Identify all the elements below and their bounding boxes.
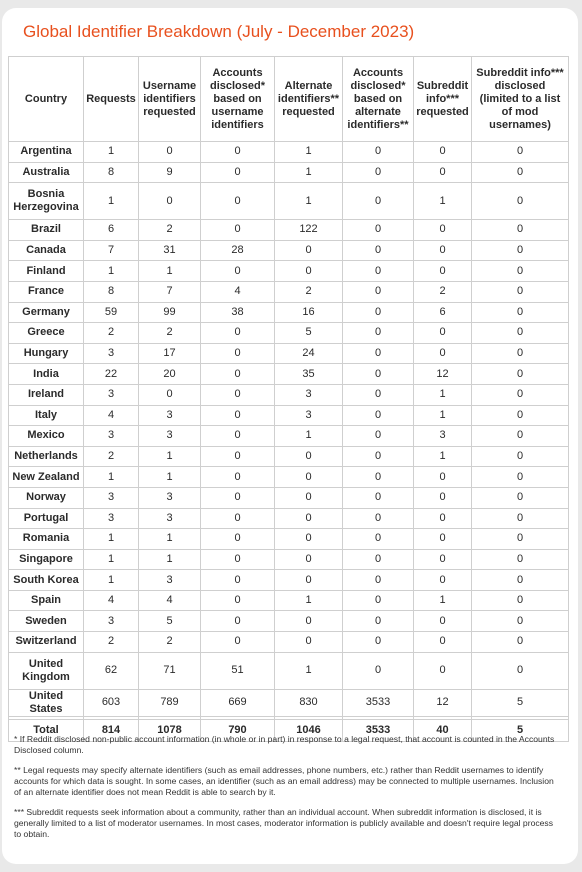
value-cell: 1046 <box>275 719 343 741</box>
value-cell: 790 <box>201 719 275 741</box>
table-row <box>9 405 569 426</box>
value-cell: 2 <box>139 632 201 653</box>
value-cell: 0 <box>472 343 569 364</box>
value-cell: 0 <box>414 261 472 282</box>
value-cell: 16 <box>275 302 343 323</box>
value-cell: 0 <box>414 611 472 632</box>
value-cell: 0 <box>343 302 414 323</box>
value-cell: 1 <box>275 162 343 183</box>
value-cell: 2 <box>84 323 139 344</box>
value-cell: 0 <box>472 529 569 550</box>
header-subreddit-requested: Subreddit info*** requested <box>414 57 472 142</box>
value-cell: 0 <box>201 467 275 488</box>
country-cell: Finland <box>9 261 84 282</box>
table-row <box>9 467 569 488</box>
table-row <box>9 364 569 385</box>
value-cell: 1 <box>414 384 472 405</box>
table-row <box>9 446 569 467</box>
value-cell: 1 <box>84 183 139 220</box>
value-cell: 0 <box>343 467 414 488</box>
value-cell: 814 <box>84 719 139 741</box>
country-cell: Netherlands <box>9 446 84 467</box>
footnote-accounts-disclosed: * If Reddit disclosed non-public account information (in whole or in part) in response to a legal request, that account is counted in the Accounts Disclosed column. <box>14 734 555 755</box>
value-cell: 7 <box>139 281 201 302</box>
value-cell: 0 <box>343 590 414 611</box>
value-cell: 31 <box>139 240 201 261</box>
value-cell: 0 <box>201 405 275 426</box>
country-cell: South Korea <box>9 570 84 591</box>
value-cell: 0 <box>472 240 569 261</box>
value-cell: 0 <box>275 508 343 529</box>
header-accounts-disclosed-username: Accounts disclosed* based on username identifiers <box>201 57 275 142</box>
value-cell: 0 <box>472 323 569 344</box>
value-cell: 0 <box>343 652 414 689</box>
value-cell: 35 <box>275 364 343 385</box>
value-cell: 4 <box>139 590 201 611</box>
value-cell: 0 <box>201 570 275 591</box>
value-cell: 1 <box>414 590 472 611</box>
country-cell: Total <box>9 719 84 741</box>
value-cell: 0 <box>343 343 414 364</box>
table-row <box>9 549 569 570</box>
country-cell: Singapore <box>9 549 84 570</box>
value-cell: 0 <box>343 261 414 282</box>
value-cell: 0 <box>414 142 472 163</box>
value-cell: 0 <box>201 183 275 220</box>
country-cell: Greece <box>9 323 84 344</box>
value-cell: 0 <box>201 220 275 241</box>
value-cell: 0 <box>343 487 414 508</box>
value-cell: 4 <box>84 590 139 611</box>
value-cell: 0 <box>414 240 472 261</box>
value-cell: 0 <box>414 508 472 529</box>
value-cell: 0 <box>343 529 414 550</box>
value-cell: 2 <box>139 323 201 344</box>
value-cell: 3 <box>84 426 139 447</box>
value-cell: 0 <box>343 405 414 426</box>
value-cell: 0 <box>343 611 414 632</box>
country-cell: Argentina <box>9 142 84 163</box>
value-cell: 7 <box>84 240 139 261</box>
value-cell: 3 <box>139 508 201 529</box>
value-cell: 0 <box>201 590 275 611</box>
value-cell: 9 <box>139 162 201 183</box>
country-cell: Bosnia Herzegovina <box>9 183 84 220</box>
header-accounts-disclosed-alternate: Accounts disclosed* based on alternate identifiers** <box>343 57 414 142</box>
value-cell: 0 <box>414 467 472 488</box>
value-cell: 0 <box>275 240 343 261</box>
table-row <box>9 689 569 716</box>
value-cell: 0 <box>275 467 343 488</box>
country-cell: India <box>9 364 84 385</box>
value-cell: 789 <box>139 689 201 716</box>
value-cell: 1 <box>139 467 201 488</box>
value-cell: 3 <box>84 487 139 508</box>
table-row <box>9 652 569 689</box>
value-cell: 0 <box>201 426 275 447</box>
value-cell: 0 <box>472 652 569 689</box>
country-cell: United States <box>9 689 84 716</box>
value-cell: 4 <box>84 405 139 426</box>
table-row <box>9 240 569 261</box>
value-cell: 0 <box>472 142 569 163</box>
value-cell: 28 <box>201 240 275 261</box>
value-cell: 0 <box>472 302 569 323</box>
value-cell: 0 <box>201 162 275 183</box>
country-cell: Spain <box>9 590 84 611</box>
value-cell: 0 <box>343 240 414 261</box>
table-row <box>9 590 569 611</box>
country-cell: Sweden <box>9 611 84 632</box>
value-cell: 1 <box>275 590 343 611</box>
value-cell: 0 <box>414 652 472 689</box>
value-cell: 0 <box>343 570 414 591</box>
country-cell: Brazil <box>9 220 84 241</box>
value-cell: 0 <box>414 323 472 344</box>
value-cell: 6 <box>414 302 472 323</box>
table-row <box>9 570 569 591</box>
value-cell: 0 <box>472 590 569 611</box>
footnotes <box>14 734 562 849</box>
value-cell: 0 <box>343 183 414 220</box>
country-cell: Mexico <box>9 426 84 447</box>
value-cell: 0 <box>472 261 569 282</box>
value-cell: 603 <box>84 689 139 716</box>
value-cell: 3 <box>414 426 472 447</box>
table-row <box>9 261 569 282</box>
value-cell: 1 <box>84 261 139 282</box>
value-cell: 0 <box>343 632 414 653</box>
table-row <box>9 426 569 447</box>
value-cell: 1 <box>275 426 343 447</box>
country-cell: France <box>9 281 84 302</box>
value-cell: 1 <box>414 446 472 467</box>
header-subreddit-disclosed: Subreddit info*** disclosed (limited to a list of mod usernames) <box>472 57 569 142</box>
value-cell: 0 <box>472 183 569 220</box>
report-card <box>2 8 578 864</box>
value-cell: 0 <box>201 142 275 163</box>
header-username-identifiers: Username identifiers requested <box>139 57 201 142</box>
value-cell: 3 <box>139 426 201 447</box>
value-cell: 0 <box>343 446 414 467</box>
country-cell: United Kingdom <box>9 652 84 689</box>
value-cell: 2 <box>84 446 139 467</box>
country-cell: Hungary <box>9 343 84 364</box>
value-cell: 122 <box>275 220 343 241</box>
header-alternate-identifiers: Alternate identifiers** requested <box>275 57 343 142</box>
value-cell: 0 <box>139 384 201 405</box>
value-cell: 0 <box>201 261 275 282</box>
country-cell: New Zealand <box>9 467 84 488</box>
value-cell: 8 <box>84 281 139 302</box>
value-cell: 0 <box>414 343 472 364</box>
value-cell: 0 <box>275 549 343 570</box>
value-cell: 0 <box>201 384 275 405</box>
value-cell: 5 <box>275 323 343 344</box>
value-cell: 51 <box>201 652 275 689</box>
table-row <box>9 220 569 241</box>
value-cell: 20 <box>139 364 201 385</box>
value-cell: 6 <box>84 220 139 241</box>
value-cell: 8 <box>84 162 139 183</box>
value-cell: 1 <box>139 549 201 570</box>
table-row <box>9 508 569 529</box>
value-cell: 0 <box>275 570 343 591</box>
value-cell: 0 <box>201 611 275 632</box>
value-cell: 0 <box>472 549 569 570</box>
table-row <box>9 611 569 632</box>
value-cell: 3 <box>84 508 139 529</box>
table-row <box>9 529 569 550</box>
value-cell: 1 <box>139 446 201 467</box>
table-header-row <box>9 57 569 142</box>
country-cell: Australia <box>9 162 84 183</box>
table-body <box>9 142 569 742</box>
value-cell: 0 <box>343 549 414 570</box>
value-cell: 0 <box>275 487 343 508</box>
value-cell: 830 <box>275 689 343 716</box>
value-cell: 0 <box>343 142 414 163</box>
table-row <box>9 632 569 653</box>
value-cell: 5 <box>139 611 201 632</box>
value-cell: 0 <box>201 446 275 467</box>
value-cell: 3 <box>84 611 139 632</box>
value-cell: 0 <box>472 364 569 385</box>
value-cell: 0 <box>472 467 569 488</box>
value-cell: 1 <box>275 142 343 163</box>
value-cell: 5 <box>472 689 569 716</box>
value-cell: 0 <box>139 183 201 220</box>
country-cell: Ireland <box>9 384 84 405</box>
footnote-subreddit-info: *** Subreddit requests seek information about a community, rather than an individual account. When subreddit information is disclosed, it is generally limited to a list of moderator usernames. In most cases, moderator information is publicly available and doesn't require legal process to obtain. <box>14 807 554 839</box>
page-title: Global Identifier Breakdown (July - December 2023) <box>23 22 415 41</box>
value-cell: 0 <box>414 487 472 508</box>
value-cell: 0 <box>343 426 414 447</box>
header-country: Country <box>9 57 84 142</box>
value-cell: 3 <box>84 384 139 405</box>
value-cell: 0 <box>472 281 569 302</box>
value-cell: 0 <box>414 220 472 241</box>
country-cell: Italy <box>9 405 84 426</box>
value-cell: 0 <box>472 611 569 632</box>
table-row <box>9 384 569 405</box>
value-cell: 0 <box>414 529 472 550</box>
value-cell: 0 <box>343 323 414 344</box>
value-cell: 0 <box>343 508 414 529</box>
value-cell: 1 <box>275 183 343 220</box>
value-cell: 4 <box>201 281 275 302</box>
header-requests: Requests <box>84 57 139 142</box>
value-cell: 0 <box>343 384 414 405</box>
value-cell: 0 <box>472 220 569 241</box>
value-cell: 3 <box>139 570 201 591</box>
table-row <box>9 343 569 364</box>
footnote-alternate-identifiers: ** Legal requests may specify alternate identifiers (such as email addresses, phone numbers, etc.) rather than Reddit usernames to identify accounts for which data is sought. In some cases, an identifier (such as an email address) may be connected to multiple usernames. Inclusion of an alternate identifier does not mean Reddit is able to search by it. <box>14 765 554 797</box>
value-cell: 0 <box>472 426 569 447</box>
value-cell: 0 <box>139 142 201 163</box>
value-cell: 3533 <box>343 689 414 716</box>
value-cell: 0 <box>201 508 275 529</box>
value-cell: 0 <box>201 529 275 550</box>
value-cell: 0 <box>472 487 569 508</box>
value-cell: 0 <box>201 343 275 364</box>
value-cell: 0 <box>472 570 569 591</box>
value-cell: 3 <box>275 384 343 405</box>
value-cell: 0 <box>414 570 472 591</box>
table-row <box>9 281 569 302</box>
value-cell: 1 <box>84 142 139 163</box>
value-cell: 0 <box>275 632 343 653</box>
value-cell: 17 <box>139 343 201 364</box>
value-cell: 0 <box>472 632 569 653</box>
value-cell: 3 <box>139 487 201 508</box>
value-cell: 0 <box>343 281 414 302</box>
table-row <box>9 142 569 163</box>
value-cell: 1 <box>139 529 201 550</box>
table-row <box>9 323 569 344</box>
value-cell: 3 <box>275 405 343 426</box>
value-cell: 12 <box>414 689 472 716</box>
value-cell: 0 <box>343 364 414 385</box>
value-cell: 0 <box>201 549 275 570</box>
value-cell: 0 <box>275 611 343 632</box>
value-cell: 22 <box>84 364 139 385</box>
value-cell: 1 <box>84 467 139 488</box>
value-cell: 2 <box>275 281 343 302</box>
country-cell: Romania <box>9 529 84 550</box>
value-cell: 99 <box>139 302 201 323</box>
value-cell: 24 <box>275 343 343 364</box>
value-cell: 0 <box>275 261 343 282</box>
value-cell: 40 <box>414 719 472 741</box>
value-cell: 0 <box>201 364 275 385</box>
value-cell: 0 <box>414 549 472 570</box>
value-cell: 0 <box>472 405 569 426</box>
country-cell: Switzerland <box>9 632 84 653</box>
value-cell: 62 <box>84 652 139 689</box>
value-cell: 2 <box>139 220 201 241</box>
value-cell: 1 <box>414 405 472 426</box>
value-cell: 669 <box>201 689 275 716</box>
value-cell: 2 <box>84 632 139 653</box>
country-cell: Canada <box>9 240 84 261</box>
value-cell: 1 <box>84 570 139 591</box>
table-row <box>9 302 569 323</box>
table-row <box>9 183 569 220</box>
value-cell: 2 <box>414 281 472 302</box>
country-cell: Portugal <box>9 508 84 529</box>
value-cell: 5 <box>472 719 569 741</box>
value-cell: 38 <box>201 302 275 323</box>
table-row <box>9 487 569 508</box>
value-cell: 0 <box>472 508 569 529</box>
value-cell: 3533 <box>343 719 414 741</box>
value-cell: 1 <box>275 652 343 689</box>
value-cell: 0 <box>472 446 569 467</box>
value-cell: 1 <box>139 261 201 282</box>
table-row <box>9 162 569 183</box>
value-cell: 1 <box>414 183 472 220</box>
value-cell: 0 <box>343 162 414 183</box>
value-cell: 0 <box>275 446 343 467</box>
identifier-table <box>8 56 569 742</box>
value-cell: 12 <box>414 364 472 385</box>
value-cell: 3 <box>139 405 201 426</box>
value-cell: 0 <box>275 529 343 550</box>
value-cell: 59 <box>84 302 139 323</box>
value-cell: 0 <box>201 323 275 344</box>
value-cell: 0 <box>201 487 275 508</box>
value-cell: 0 <box>472 384 569 405</box>
value-cell: 0 <box>343 220 414 241</box>
value-cell: 1 <box>84 529 139 550</box>
country-cell: Norway <box>9 487 84 508</box>
value-cell: 3 <box>84 343 139 364</box>
value-cell: 1 <box>84 549 139 570</box>
value-cell: 71 <box>139 652 201 689</box>
value-cell: 0 <box>414 632 472 653</box>
value-cell: 1078 <box>139 719 201 741</box>
country-cell: Germany <box>9 302 84 323</box>
value-cell: 0 <box>201 632 275 653</box>
value-cell: 0 <box>414 162 472 183</box>
value-cell: 0 <box>472 162 569 183</box>
